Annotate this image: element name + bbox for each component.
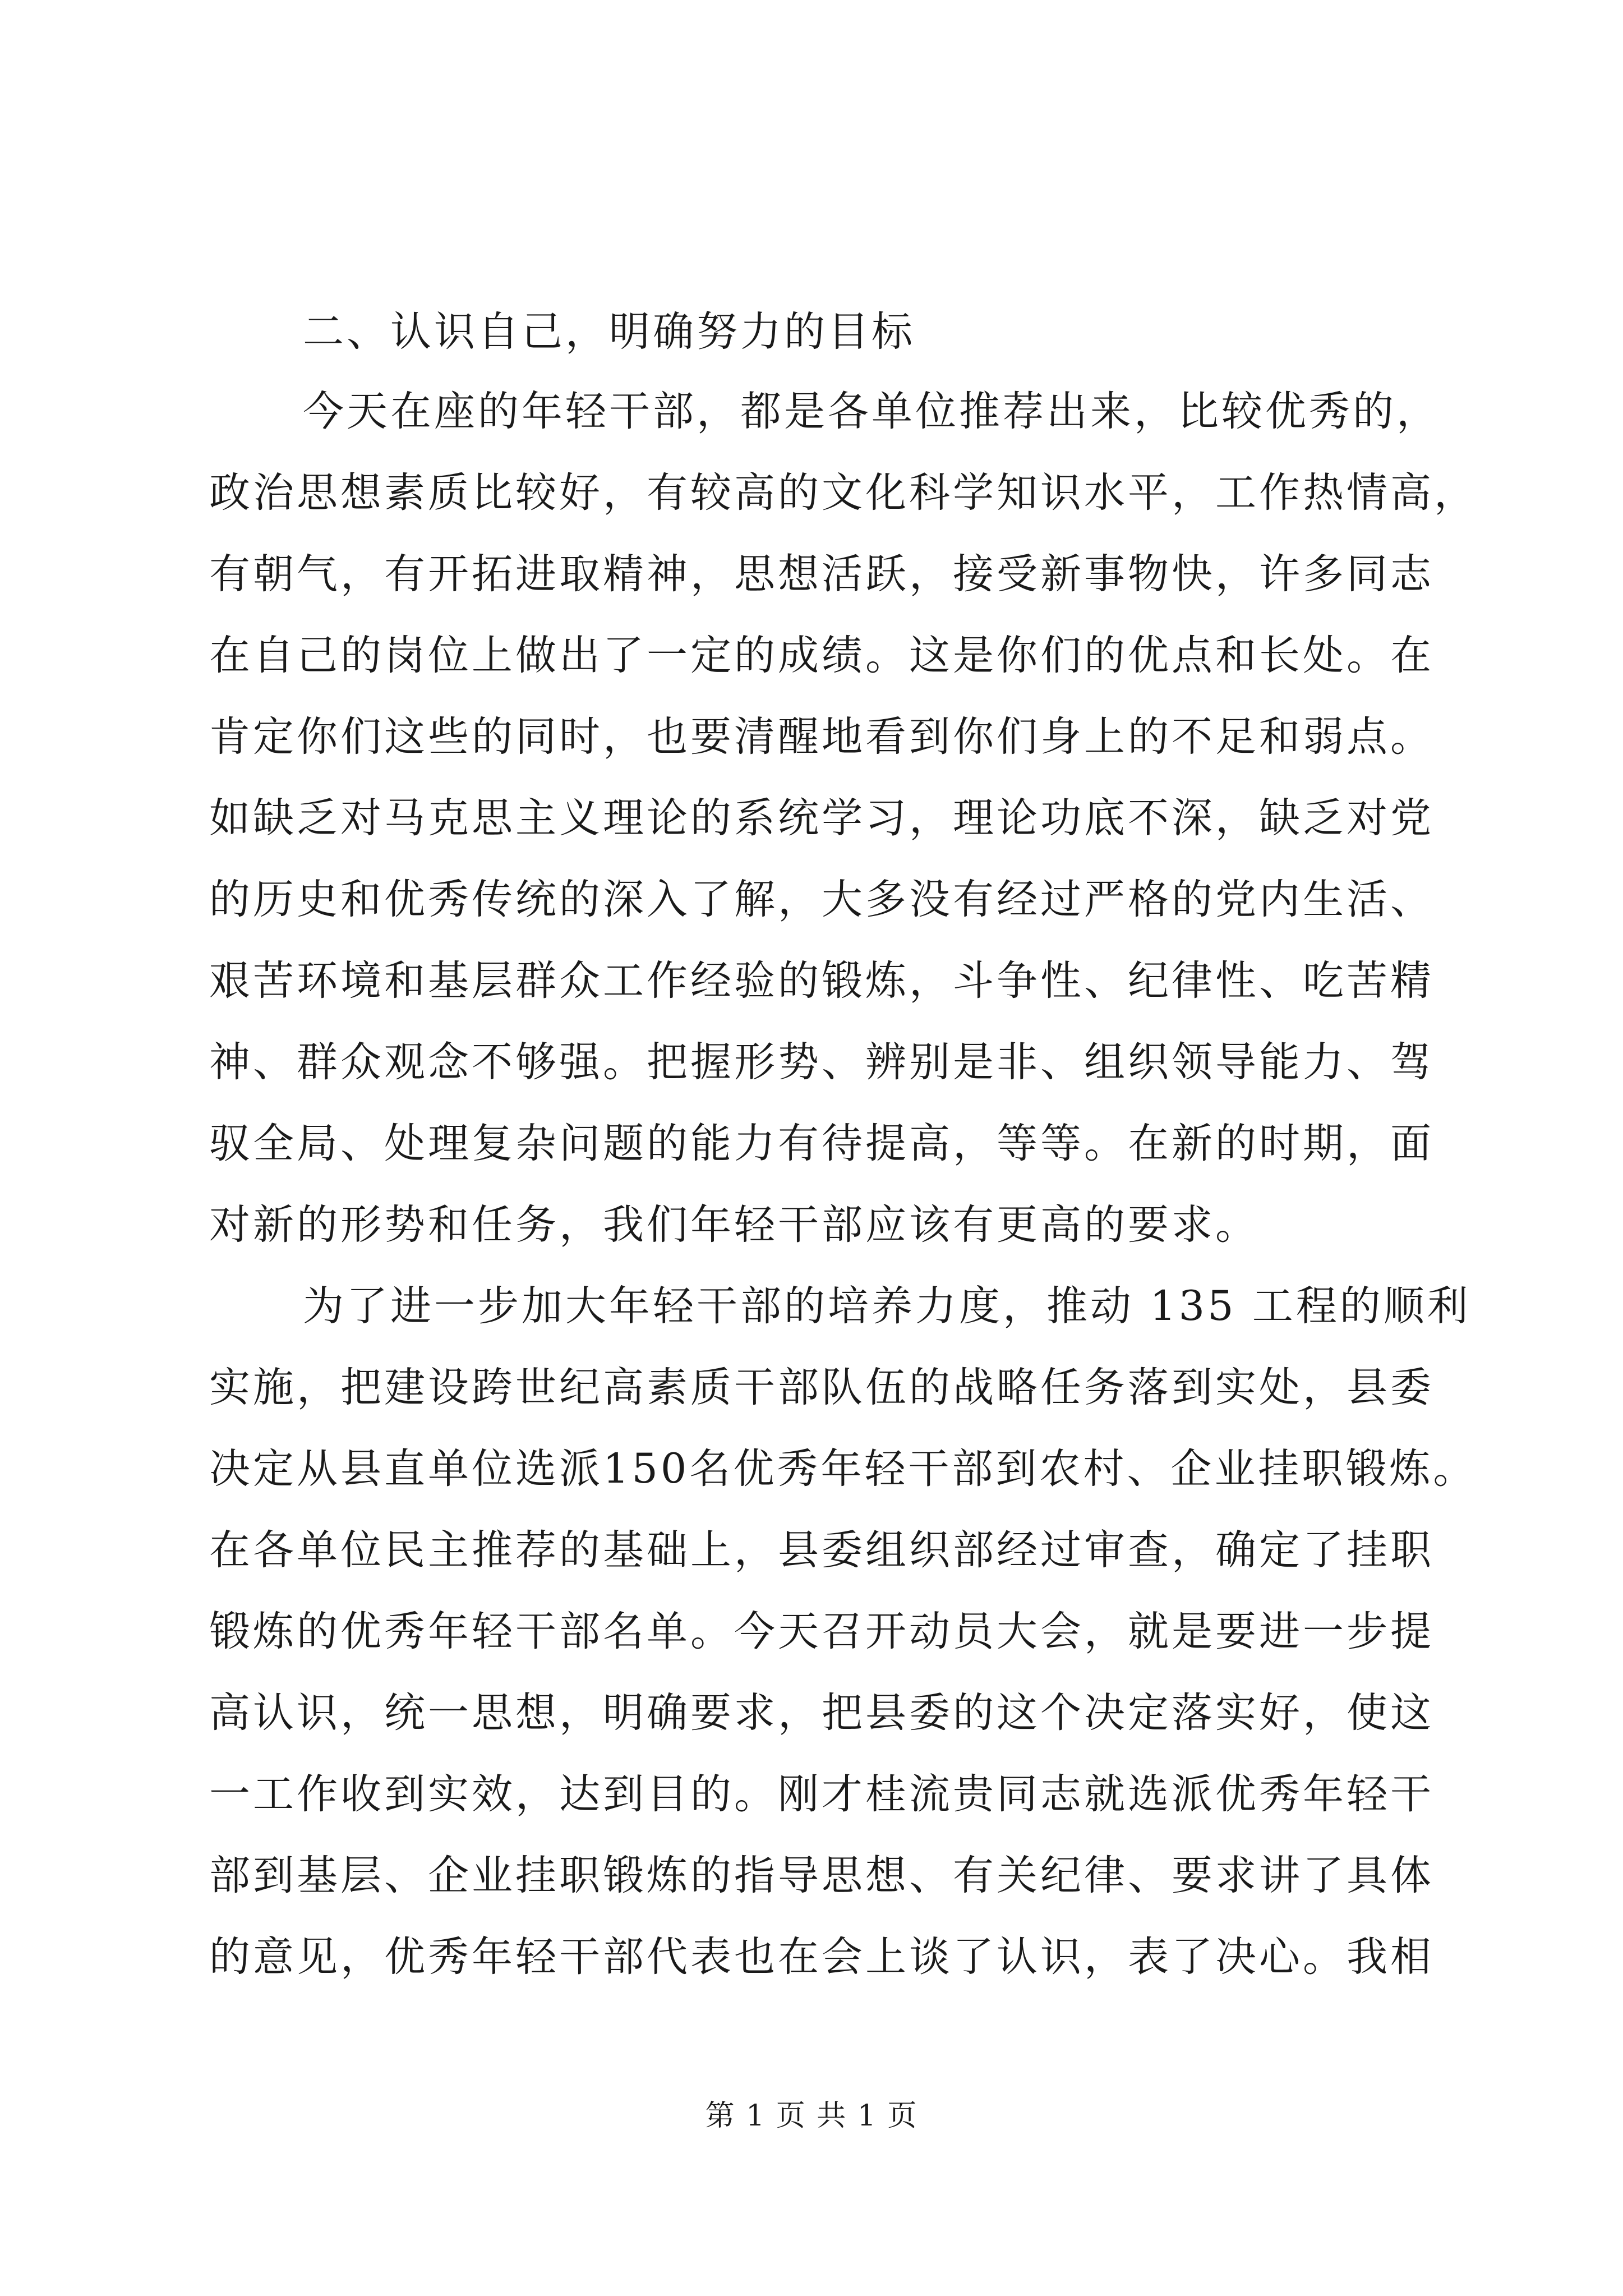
paragraph-line: 决定从县直单位选派150名优秀年轻干部到农村、企业挂职锻炼。	[209, 1445, 1477, 1493]
page-number-footer: 第 1 页 共 1 页	[705, 2099, 918, 2133]
paragraph-line: 在各单位民主推荐的基础上，县委组织部经过审查，确定了挂职	[209, 1526, 1434, 1574]
paragraph-line: 政治思想素质比较好，有较高的文化科学知识水平，工作热情高，	[209, 469, 1478, 517]
paragraph-line: 驭全局、处理复杂问题的能力有待提高，等等。在新的时期，面	[209, 1120, 1434, 1167]
paragraph-line: 锻炼的优秀年轻干部名单。今天召开动员大会，就是要进一步提	[209, 1608, 1434, 1655]
paragraph-line: 神、群众观念不够强。把握形势、辨别是非、组织领导能力、驾	[209, 1038, 1434, 1086]
paragraph-line: 为了进一步加大年轻干部的培养力度，推动 135 工程的顺利	[303, 1282, 1471, 1330]
paragraph-line: 对新的形势和任务，我们年轻干部应该有更高的要求。	[209, 1201, 1259, 1249]
paragraph-line: 部到基层、企业挂职锻炼的指导思想、有关纪律、要求讲了具体	[209, 1852, 1434, 1899]
paragraph-line: 艰苦环境和基层群众工作经验的锻炼，斗争性、纪律性、吃苦精	[209, 957, 1434, 1005]
paragraph-line: 高认识，统一思想，明确要求，把县委的这个决定落实好，使这	[209, 1689, 1434, 1737]
paragraph-line: 一工作收到实效，达到目的。刚才桂流贵同志就选派优秀年轻干	[209, 1770, 1434, 1818]
paragraph-line: 的历史和优秀传统的深入了解，大多没有经过严格的党内生活、	[209, 876, 1434, 923]
paragraph-line: 在自己的岗位上做出了一定的成绩。这是你们的优点和长处。在	[209, 632, 1434, 679]
section-heading: 二、认识自己，明确努力的目标	[303, 308, 915, 356]
paragraph-line: 今天在座的年轻干部，都是各单位推荐出来，比较优秀的，	[303, 388, 1440, 435]
paragraph-line: 的意见，优秀年轻干部代表也在会上谈了认识，表了决心。我相	[209, 1933, 1434, 1981]
paragraph-line: 肯定你们这些的同时，也要清醒地看到你们身上的不足和弱点。	[209, 713, 1434, 761]
paragraph-line: 有朝气，有开拓进取精神，思想活跃，接受新事物快，许多同志	[209, 550, 1434, 598]
paragraph-line: 如缺乏对马克思主义理论的系统学习，理论功底不深，缺乏对党	[209, 794, 1434, 842]
paragraph-line: 实施，把建设跨世纪高素质干部队伍的战略任务落到实处，县委	[209, 1364, 1434, 1411]
